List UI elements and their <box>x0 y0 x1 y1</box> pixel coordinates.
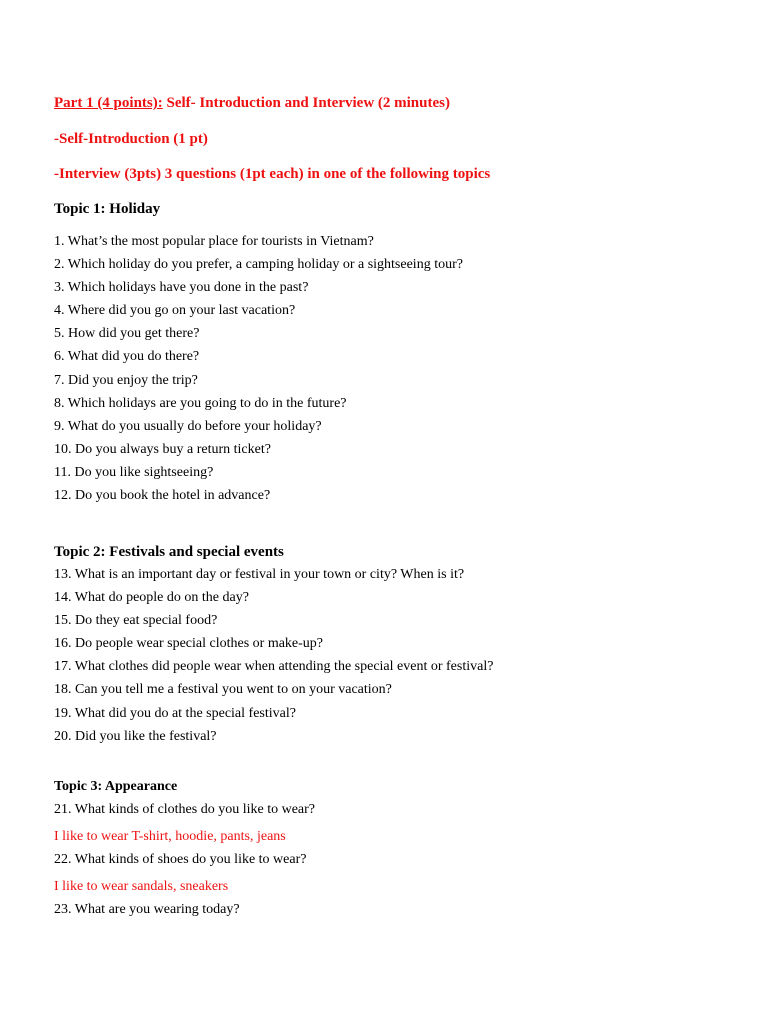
question-19: 19. What did you do at the special festival? <box>54 706 296 721</box>
question-16: 16. Do people wear special clothes or make-up? <box>54 636 324 651</box>
question-14: 14. What do people do on the day? <box>54 590 249 605</box>
question-12: 12. Do you book the hotel in advance? <box>54 488 271 503</box>
question-18: 18. Can you tell me a festival you went to on your vacation? <box>54 682 392 697</box>
question-2: 2. Which holiday do you prefer, a camping holiday or a sightseeing tour? <box>54 257 463 272</box>
question-13: 13. What is an important day or festival in your town or city? When is it? <box>54 567 465 582</box>
question-9: 9. What do you usually do before your holiday? <box>54 419 322 434</box>
question-6: 6. What did you do there? <box>54 349 200 364</box>
interview-line: -Interview (3pts) 3 questions (1pt each) in one of the following topics <box>54 166 491 182</box>
part1-heading <box>54 94 450 112</box>
question-15: 15. Do they eat special food? <box>54 613 218 628</box>
part1-label: Part 1 (4 points): <box>54 95 163 111</box>
topic1-title: Topic 1: Holiday <box>54 201 161 217</box>
question-5: 5. How did you get there? <box>54 326 200 341</box>
question-23: 23. What are you wearing today? <box>54 902 240 917</box>
topic2-title: Topic 2: Festivals and special events <box>54 544 284 560</box>
question-7: 7. Did you enjoy the trip? <box>54 373 198 388</box>
answer-22: I like to wear sandals, sneakers <box>54 879 229 894</box>
question-10: 10. Do you always buy a return ticket? <box>54 442 271 457</box>
question-1: 1. What’s the most popular place for tourists in Vietnam? <box>54 234 374 249</box>
question-21: 21. What kinds of clothes do you like to wear? <box>54 802 316 817</box>
question-17: 17. What clothes did people wear when attending the special event or festival? <box>54 659 494 674</box>
question-11: 11. Do you like sightseeing? <box>54 465 214 480</box>
topic3-title: Topic 3: Appearance <box>54 779 178 794</box>
self-introduction-line: -Self-Introduction (1 pt) <box>54 131 208 147</box>
question-22: 22. What kinds of shoes do you like to wear? <box>54 852 307 867</box>
question-20: 20. Did you like the festival? <box>54 729 217 744</box>
answer-21: I like to wear T-shirt, hoodie, pants, jeans <box>54 829 286 844</box>
question-3: 3. Which holidays have you done in the past? <box>54 280 309 295</box>
part1-title: Self- Introduction and Interview (2 minutes) <box>162 95 450 111</box>
question-4: 4. Where did you go on your last vacation? <box>54 303 296 318</box>
question-8: 8. Which holidays are you going to do in the future? <box>54 396 347 411</box>
